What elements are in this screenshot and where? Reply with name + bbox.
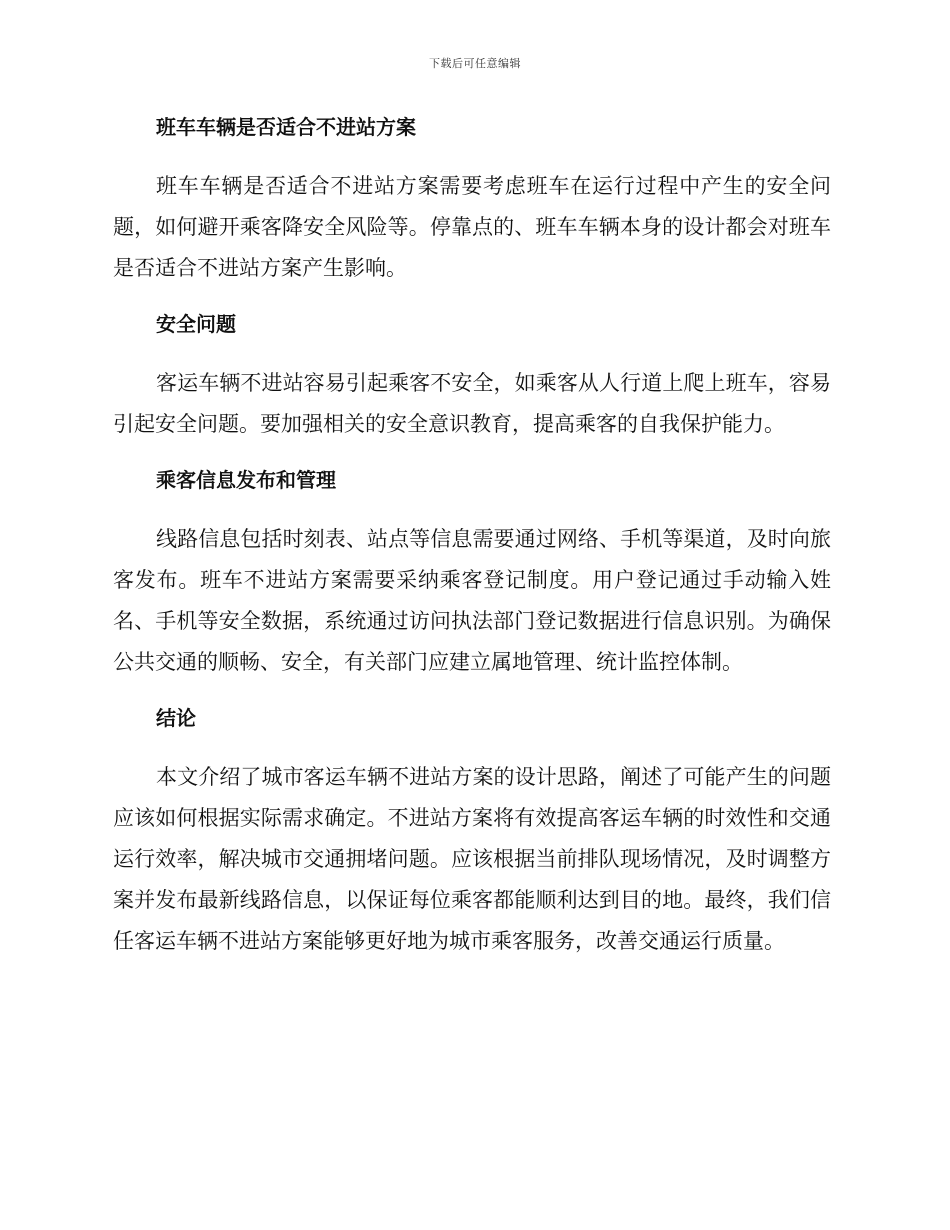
document-body xyxy=(113,112,831,962)
section-paragraph-bus-suitability: 班车车辆是否适合不进站方案需要考虑班车在运行过程中产生的安全问题，如何避开乘客降安全风险等。停靠点的、班车车辆本身的设计都会对班车是否适合不进站方案产生影响。 xyxy=(113,174,831,280)
page-header: 下载后可任意编辑 xyxy=(429,57,521,70)
section-paragraph-passenger-info: 线路信息包括时刻表、站点等信息需要通过网络、手机等渠道，及时向旅客发布。班车不进站方案需要采纳乘客登记制度。用户登记通过手动输入姓名、手机等安全数据，系统通过访问执法部门登记数据进行信息识别。为确保公共交通的顺畅、安全，有关部门应建立属地管理、统计监控体制。 xyxy=(113,527,831,674)
section-heading-conclusion: 结论 xyxy=(156,706,196,730)
section-heading-passenger-info: 乘客信息发布和管理 xyxy=(156,468,336,492)
section-paragraph-conclusion: 本文介绍了城市客运车辆不进站方案的设计思路，阐述了可能产生的问题应该如何根据实际需求确定。不进站方案将有效提高客运车辆的时效性和交通运行效率，解决城市交通拥堵问题。应该根据当前排队现场情况，及时调整方案并发布最新线路信息，以保证每位乘客都能顺利达到目的地。最终，我们信任客运车辆不进站方案能够更好地为城市乘客服务，改善交通运行质量。 xyxy=(113,765,831,953)
section-paragraph-safety: 客运车辆不进站容易引起乘客不安全，如乘客从人行道上爬上班车，容易引起安全问题。要加强相关的安全意识教育，提高乘客的自我保护能力。 xyxy=(113,371,831,436)
section-heading-bus-suitability: 班车车辆是否适合不进站方案 xyxy=(156,115,416,139)
section-heading-safety: 安全问题 xyxy=(156,312,236,336)
